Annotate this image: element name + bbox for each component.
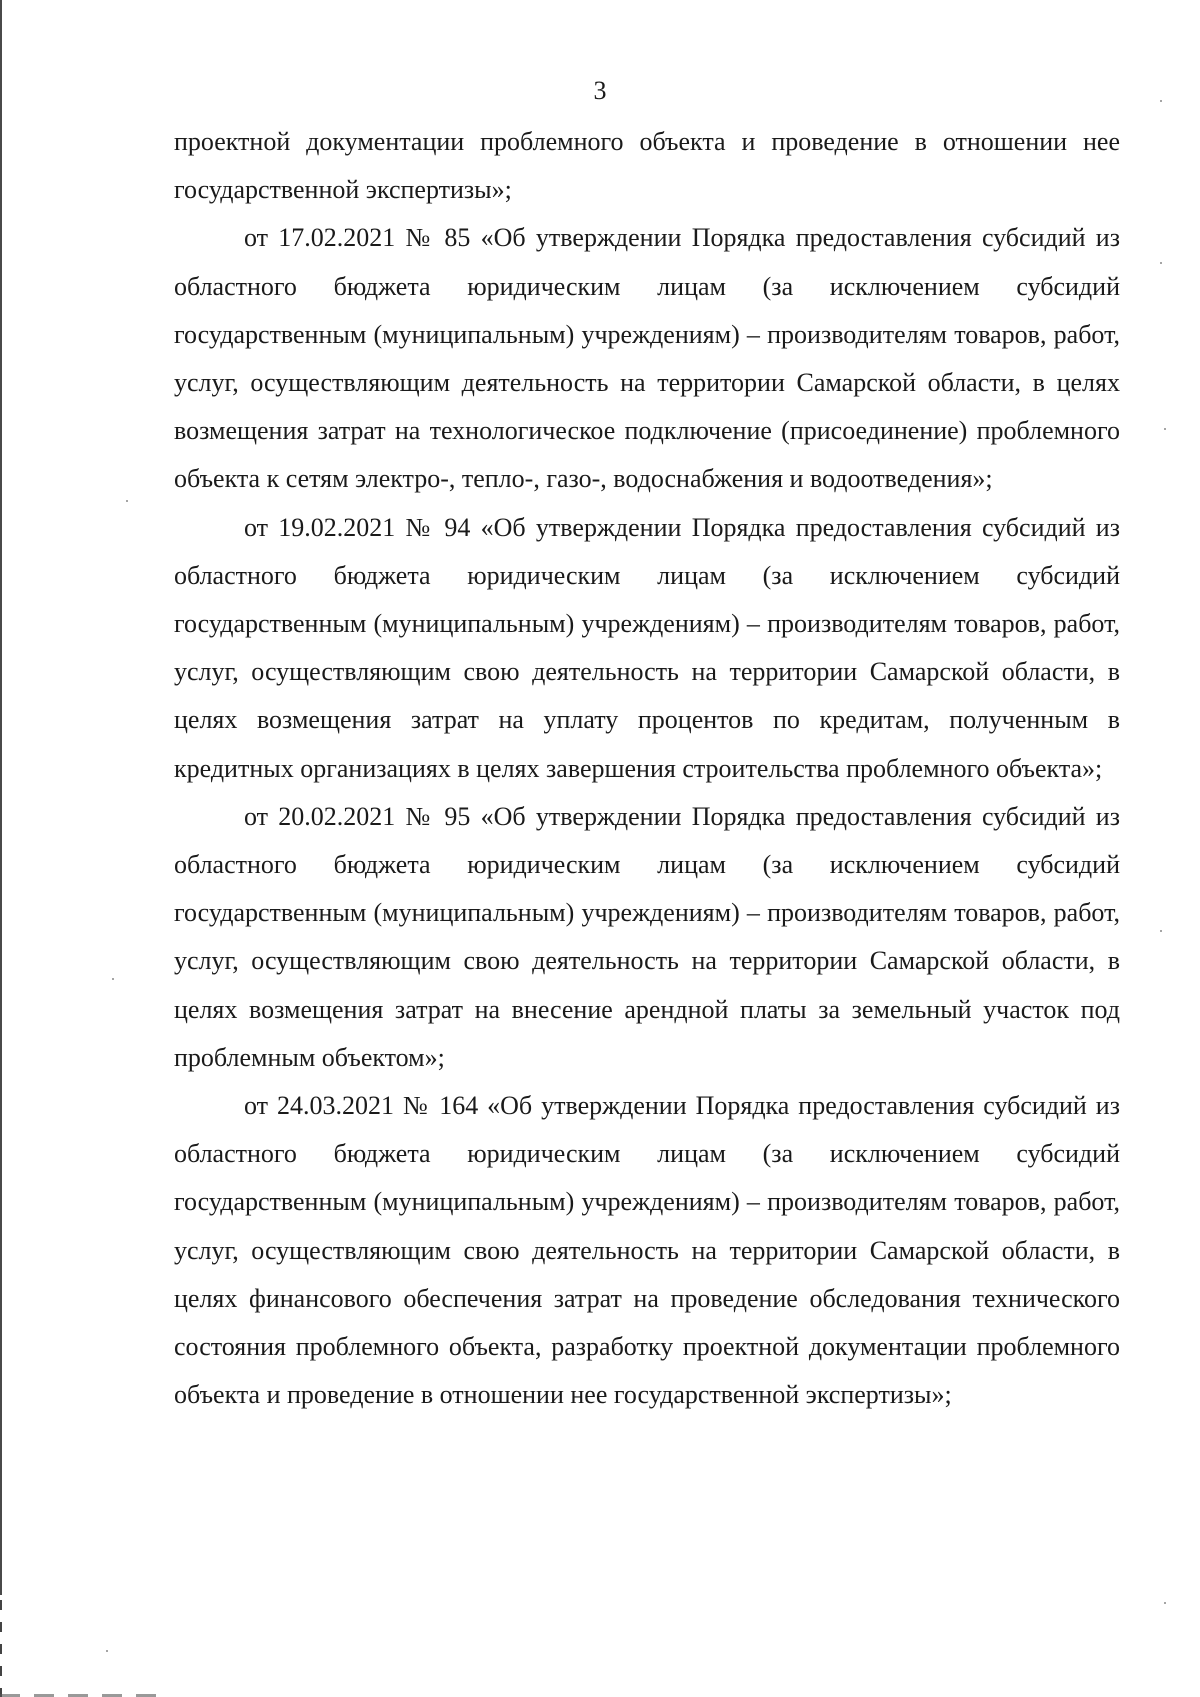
scan-speck — [1160, 262, 1162, 264]
scan-speck — [1160, 930, 1162, 932]
paragraph-decree-164: от 24.03.2021 № 164 «Об утверждении Порядка предоставления субсидий из областного бюджета юридическим лицам (за исключением субсидий государственным (муниципальным) учреждениям) – производителям товаров, работ, услуг, осуществляющим свою деятельность на территории Самарской области, в целях финансового обеспечения затрат на проведение обследования технического состояния проблемного объекта, разработку проектной документации проблемного объекта и проведение в отношении нее государственной экспертизы»; — [174, 1091, 1120, 1410]
page-number: 3 — [593, 76, 607, 105]
scan-left-edge-dashes — [0, 1600, 2, 1697]
scan-left-edge — [0, 0, 2, 1697]
document-body — [174, 118, 1120, 1419]
paragraph-continuation: проектной документации проблемного объекта и проведение в отношении нее государственной экспертизы»; — [174, 127, 1120, 205]
scan-speck — [1164, 1602, 1166, 1604]
scan-speck — [106, 1650, 108, 1652]
paragraph-decree-95: от 20.02.2021 № 95 «Об утверждении Порядка предоставления субсидий из областного бюджета юридическим лицам (за исключением субсидий государственным (муниципальным) учреждениям) – производителям товаров, работ, услуг, осуществляющим свою деятельность на территории Самарской области, в целях возмещения затрат на внесение арендной платы за земельный участок под проблемным объектом»; — [174, 801, 1120, 1072]
scan-speck — [126, 500, 128, 502]
scan-speck — [1164, 428, 1166, 430]
paragraph-decree-94: от 19.02.2021 № 94 «Об утверждении Порядка предоставления субсидий из областного бюджета юридическим лицам (за исключением субсидий государственным (муниципальным) учреждениям) – производителям товаров, работ, услуг, осуществляющим свою деятельность на территории Самарской области, в целях возмещения затрат на уплату процентов по кредитам, полученным в кредитных организациях в целях завершения строительства проблемного объекта»; — [174, 512, 1120, 783]
paragraph-decree-85: от 17.02.2021 № 85 «Об утверждении Порядка предоставления субсидий из областного бюджета юридическим лицам (за исключением субсидий государственным (муниципальным) учреждениям) – производителям товаров, работ, услуг, осуществляющим деятельность на территории Самарской области, в целях возмещения затрат на технологическое подключение (присоединение) проблемного объекта к сетям электро-, тепло-, газо-, водоснабжения и водоотведения»; — [174, 223, 1120, 494]
scan-speck — [112, 978, 114, 980]
